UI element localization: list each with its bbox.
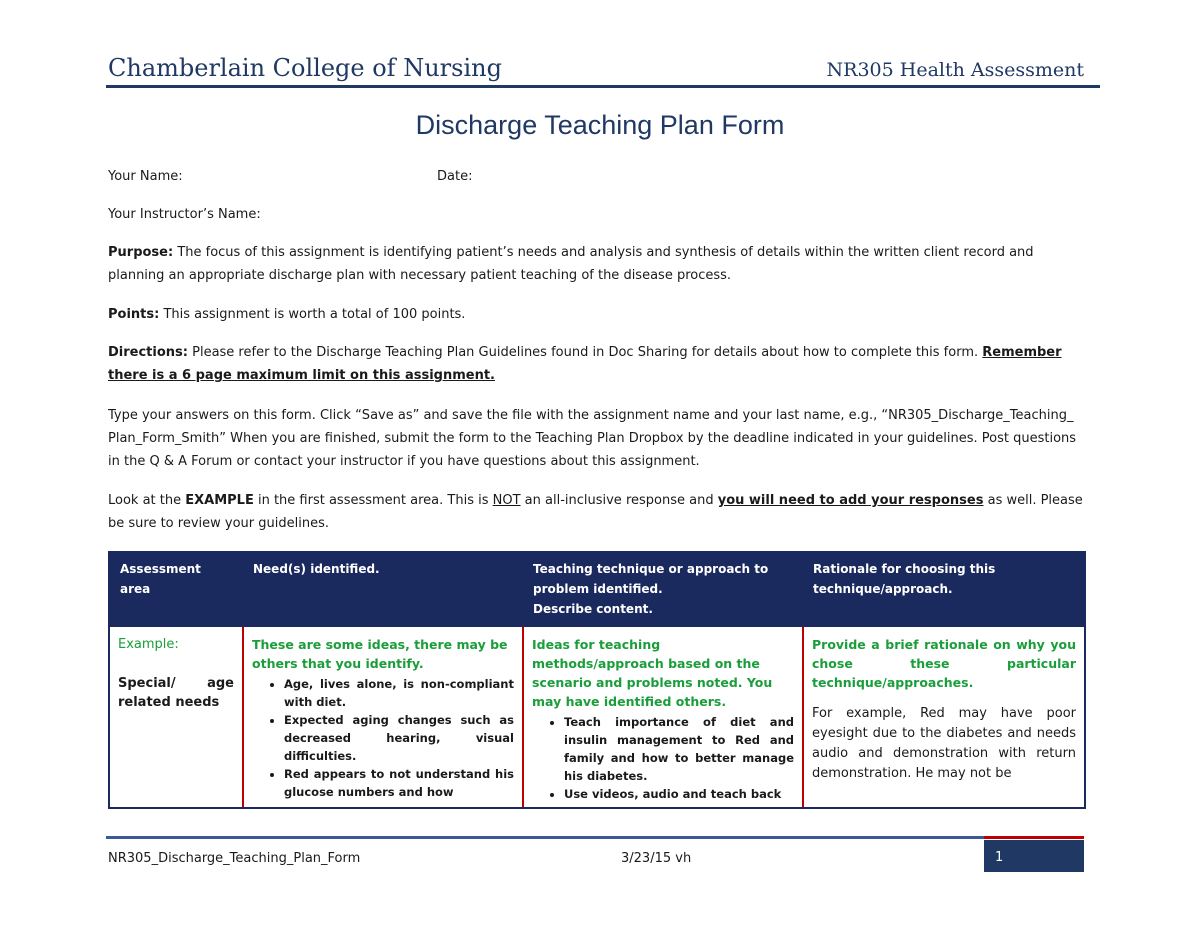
cell-needs [243,627,523,808]
purpose-paragraph [108,241,1084,287]
note-example-word: EXAMPLE [185,493,254,508]
footer-document-name: NR305_Discharge_Teaching_Plan_Form [108,851,361,866]
header-teaching-technique [523,551,803,627]
needs-intro: These are some ideas, there may be others that you identify. [252,637,508,671]
list-item: • Red appears to not understand his glucose numbers and how [284,765,514,801]
directions-label: Directions: [108,345,188,360]
list-item: • Use videos, audio and teach back [564,785,794,803]
directions-emphasis: Remember there is a 6 page maximum limit on this assignment. [108,345,1062,383]
teaching-plan-table [108,551,1086,809]
table-header-row [109,551,1085,627]
cell-teaching [523,627,803,808]
list-item: • Expected aging changes such as decreased hearing, visual difficulties. [284,711,514,765]
date-label: Date: [437,169,473,184]
page-number: 1 [995,850,1004,865]
header-assessment-area: Assessment area [109,551,243,627]
header-rationale: Rationale for choosing this technique/approach. [803,551,1085,627]
note-text-1: Look at the [108,493,186,508]
note-text-4: as well. Please be sure to review your guidelines. [108,493,1083,531]
note-not-word: NOT [492,493,521,508]
table-row [109,627,1085,808]
note-text-3: an all-inclusive response and [520,493,718,508]
footer-rule [106,836,1084,839]
list-item: • Teach importance of diet and insulin management to Red and family and how to better manage his diabetes. [564,713,794,785]
points-paragraph [108,303,1084,326]
example-label: Example: [118,637,179,652]
rationale-text: For example, Red may have poor eyesight due to the diabetes and needs audio and demonstration with return demonstration. He may not be [812,706,1076,781]
example-note-paragraph [108,489,1084,535]
header-rule [106,85,1100,88]
purpose-text: The focus of this assignment is identifying patient’s needs and analysis and synthesis of details within the written client record and planning an appropriate discharge plan with necessary patient teaching of the disease process. [108,245,1034,283]
instructor-label: Your Instructor’s Name: [108,207,261,222]
name-date-row [108,165,1084,188]
name-label: Your Name: [108,169,183,184]
cell-rationale [803,627,1085,808]
assessment-area-text: Special/ age related needs [118,676,234,710]
directions-text: Please refer to the Discharge Teaching Plan Guidelines found in Doc Sharing for details about how to complete this form. [187,345,983,360]
note-text-2: in the first assessment area. This is [253,493,493,508]
page-title: Discharge Teaching Plan Form [415,110,785,140]
header-needs: Need(s) identified. [243,551,523,627]
rationale-intro: Provide a brief rationale on why you chose these particular technique/approaches. [812,637,1076,690]
course-name: NR305 Health Assessment [826,59,1084,81]
directions-paragraph [108,341,1084,387]
points-label: Points: [108,307,160,322]
points-text: This assignment is worth a total of 100 points. [159,307,466,322]
note-emphasis: you will need to add your responses [717,493,984,508]
instructions-paragraph: Type your answers on this form. Click “Save as” and save the file with the assignment name and your last name, e.g., “NR305_Discharge_Teaching_ Plan_Form_Smith” When you are finished, submit the form to the Teaching Plan Dropbox by the deadline indicated in your guidelines. Post questions in the Q & A Forum or contact your instructor if you have questions about this assignment. [108,408,1077,469]
page-number-box [984,840,1084,872]
header-teaching-text: Teaching technique or approach to problem identified. [533,562,769,596]
purpose-label: Purpose: [108,245,174,260]
teaching-intro: Ideas for teaching methods/approach based on the scenario and problems noted. You may have identified others. [532,637,773,709]
header-describe-content: Describe content. [533,602,653,616]
college-name: Chamberlain College of Nursing [108,54,502,82]
footer-date: 3/23/15 vh [621,851,692,866]
cell-assessment-area [109,627,243,808]
footer-rule-accent [984,836,1084,839]
list-item: • Age, lives alone, is non-compliant with diet. [284,675,514,711]
